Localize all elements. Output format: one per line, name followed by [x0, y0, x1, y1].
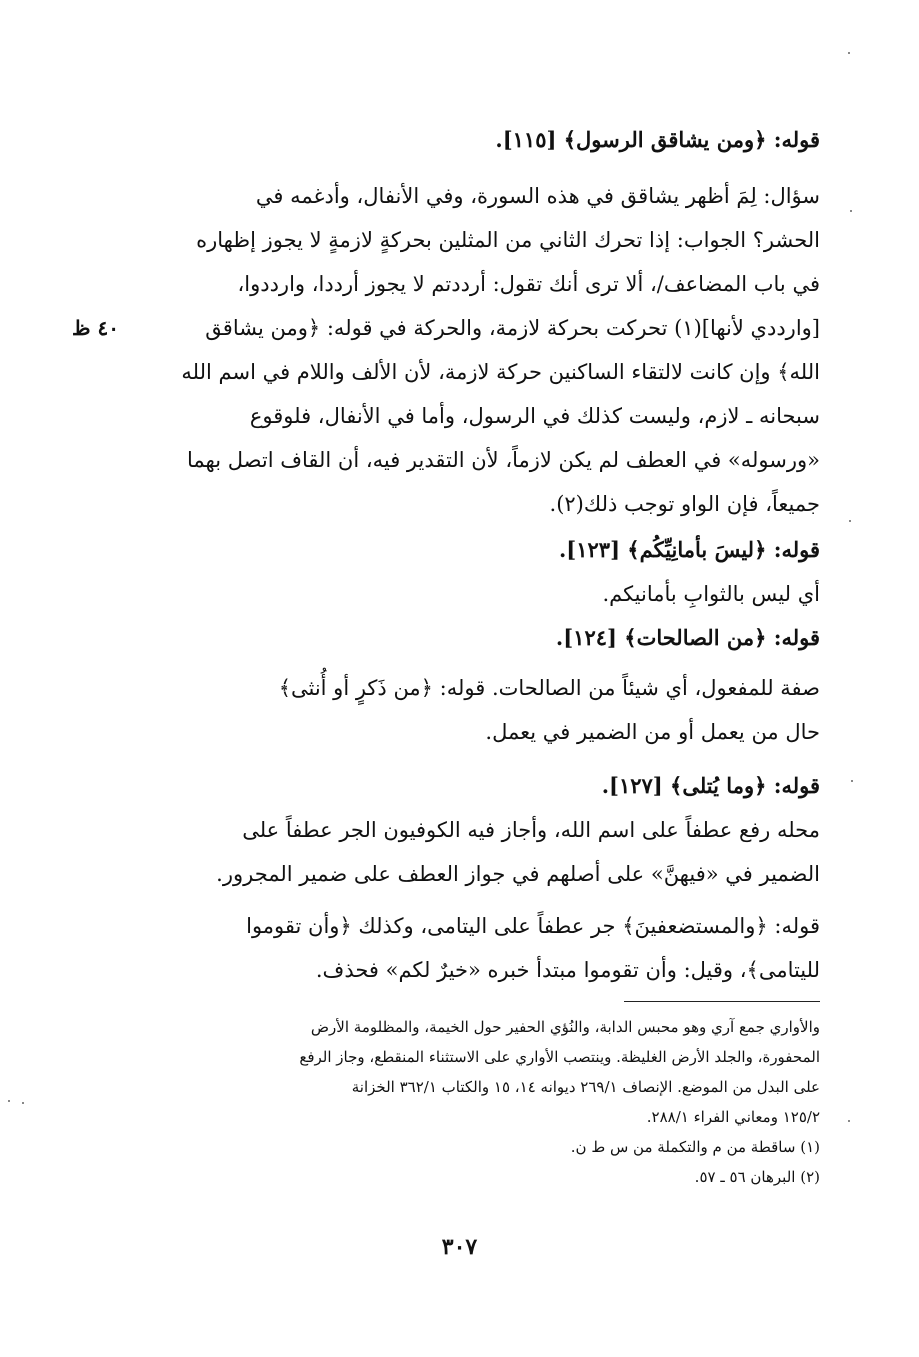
footnote-separator [624, 1001, 820, 1002]
orphans-paragraph [120, 904, 820, 992]
scan-speck [848, 1120, 850, 1122]
footnote-line: والأواري جمع آري وهو محبس الدابة، والنُؤي الحفير حول الخيمة، والمظلومة الأرض [310, 1018, 820, 1036]
text-line: لليتامى﴾، وقيل: وأن تقوموا مبتدأ خبره «خيرٌ لكم» فحذف. [315, 958, 820, 982]
footnote-line: على البدل من الموضع. الإنصاف ٢٦٩/١ ديوانه ١٤، ١٥ والكتاب ٣٦٢/١ الخزانة [351, 1078, 820, 1096]
verse-heading-127 [120, 764, 820, 896]
scan-speck [849, 520, 851, 522]
page-number: ٣٠٧ [441, 1234, 478, 1260]
scan-speck [8, 1100, 10, 1102]
text-line: [وارددي لأنها](١) تحركت بحركة لازمة، والحركة في قوله: ﴿ومن يشاقق [205, 316, 820, 340]
footnote-line: ١٢٥/٢ ومعاني الفراء ٢٨٨/١. [646, 1108, 820, 1126]
scan-speck [22, 1102, 24, 1104]
text-line: قوله: ﴿والمستضعفينَ﴾ جر عطفاً على اليتامى، وكذلك ﴿وأن تقوموا [246, 914, 820, 938]
verse-heading-123-124 [120, 528, 820, 660]
text-line: أي ليس بالثوابِ بأمانيكم. [602, 582, 820, 606]
scan-speck [848, 52, 850, 54]
text-line: سبحانه ـ لازم، وليست كذلك في الرسول، وأما في الأنفال، فلوقوع [249, 404, 820, 428]
adjective-paragraph [120, 666, 820, 754]
footnote-line: (٢) البرهان ٥٦ ـ ٥٧. [694, 1168, 820, 1186]
footnote-line: (١) ساقطة من م والتكملة من س ط ن. [570, 1138, 820, 1156]
text-line: محله رفع عطفاً على اسم الله، وأجاز فيه الكوفيون الجر عطفاً على [242, 818, 820, 842]
text-line: جميعاً، فإن الواو توجب ذلك(٢). [549, 492, 820, 516]
text-line: قوله: ﴿وما يُتلى﴾ [١٢٧]. [601, 773, 820, 798]
text-line: الضمير في «فيهنَّ» على أصلهم في جواز العطف على ضمير المجرور. [216, 862, 820, 886]
text-line: قوله: ﴿ليسَ بأمانِيِّكُم﴾ [١٢٣]. [558, 537, 820, 562]
text-line: قوله: ﴿من الصالحات﴾ [١٢٤]. [555, 625, 820, 650]
text-line: صفة للمفعول، أي شيئاً من الصالحات. قوله: ﴿من ذَكرٍ أو أُنثى﴾ [278, 676, 820, 700]
text-line: في باب المضاعف/، ألا ترى أنك تقول: أرددتم لا يجوز أرددا، وارددوا، [237, 272, 820, 296]
text-line: سؤال: لِمَ أظهر يشاقق في هذه السورة، وفي الأنفال، وأدغمه في [255, 184, 820, 208]
scan-speck [851, 780, 853, 782]
footnote-line: المحفورة، والجلد الأرض الغليظة. وينتصب الأواري على الاستثناء المنقطع، وجاز الرفع [299, 1048, 820, 1066]
verse-heading-115 [120, 118, 820, 162]
text-line: حال من يعمل أو من الضمير في يعمل. [485, 720, 820, 744]
text-line: قوله: ﴿ومن يشاقق الرسول﴾ [١١٥]. [495, 127, 820, 152]
text-line: الحشر؟ الجواب: إذا تحرك الثاني من المثلين بحركةٍ لازمةٍ لا يجوز إظهاره [196, 228, 820, 252]
text-line: «ورسوله» في العطف لم يكن لازماً، لأن التقدير فيه، أن القاف اتصل بهما [187, 448, 820, 472]
manuscript-folio-note: ٤٠ ظ [72, 316, 119, 340]
footnotes [100, 1012, 820, 1192]
question-answer-paragraph [120, 174, 820, 526]
scan-speck [850, 210, 852, 212]
text-line: الله﴾ وإن كانت لالتقاء الساكنين حركة لازمة، لأن الألف واللام في اسم الله [181, 360, 820, 384]
